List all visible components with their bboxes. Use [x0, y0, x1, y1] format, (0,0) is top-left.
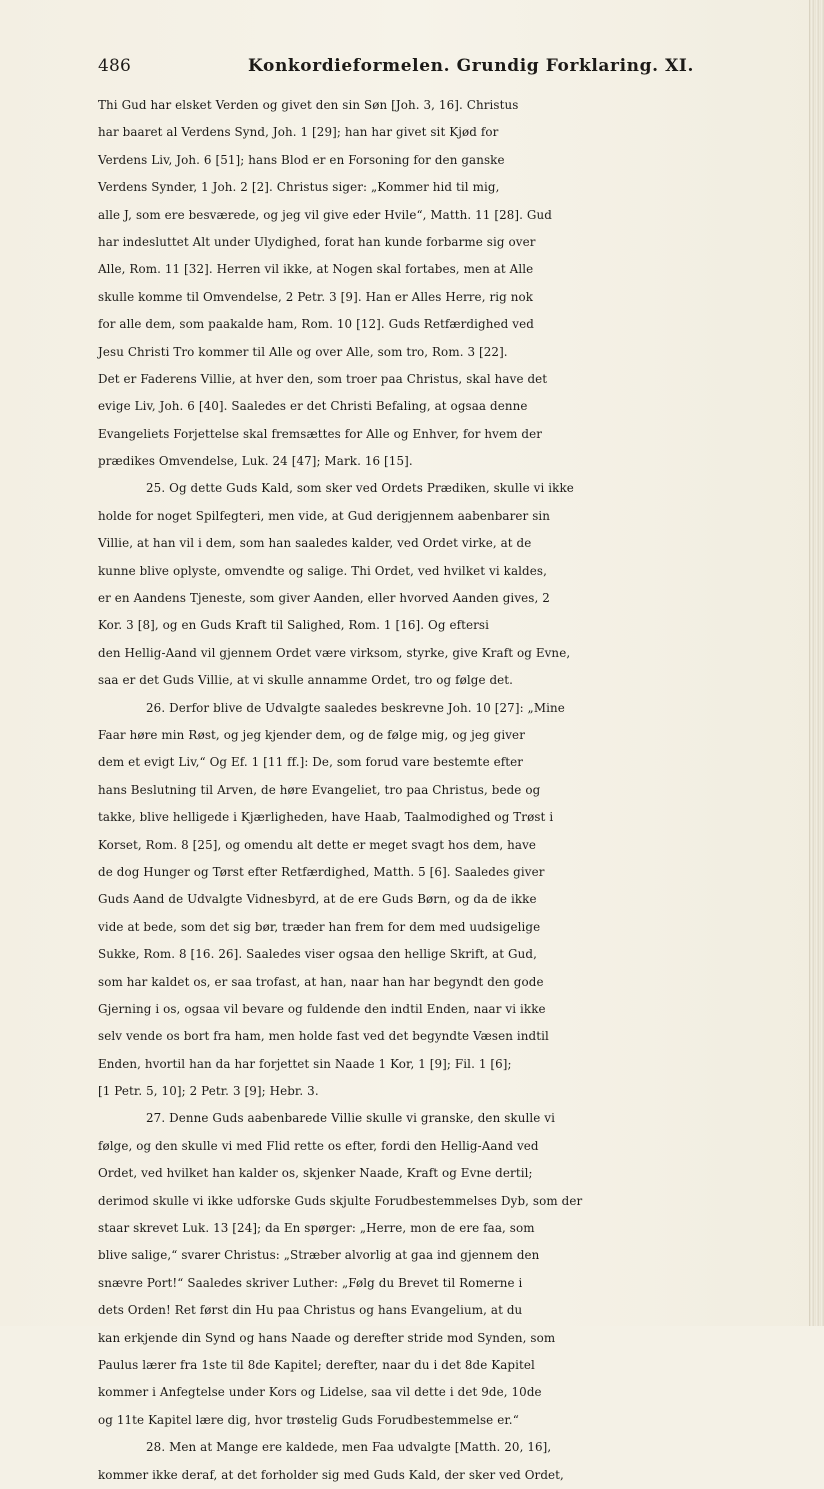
text-line: Ordet, ved hvilket han kalder os, skjenker Naade, Kraft og Evne dertil;	[98, 1166, 533, 1181]
text-line: Verdens Liv, Joh. 6 [51]; hans Blod er en Forsoning for den ganske	[98, 152, 505, 167]
text-line: prædikes Omvendelse, Luk. 24 [47]; Mark. 16 [15].	[98, 454, 413, 469]
text-line: kommer i Anfegtelse under Kors og Lidelse, saa vil dette i det 9de, 10de	[98, 1385, 542, 1400]
running-header	[98, 52, 758, 82]
text-line: hans Beslutning til Arven, de høre Evangeliet, tro paa Christus, bede og	[98, 782, 541, 797]
text-line: Guds Aand de Udvalgte Vidnesbyrd, at de ere Guds Børn, og da de ikke	[98, 892, 537, 907]
page-edge	[809, 0, 824, 1326]
text-line: den Hellig-Aand vil gjennem Ordet være virksom, styrke, give Kraft og Evne,	[98, 645, 571, 660]
text-line: Korset, Rom. 8 [25], og omendu alt dette er meget svagt hos dem, have	[98, 837, 537, 852]
text-line: selv vende os bort fra ham, men holde fast ved det begyndte Væsen indtil	[98, 1029, 549, 1044]
text-line: kunne blive oplyste, omvendte og salige. Thi Ordet, ved hvilket vi kaldes,	[98, 563, 547, 578]
text-line: Enden, hvortil han da har forjettet sin Naade 1 Kor, 1 [9]; Fil. 1 [6];	[98, 1056, 512, 1071]
paragraph-start-line: 25. Og dette Guds Kald, som sker ved Ordets Prædiken, skulle vi ikke	[146, 481, 574, 496]
text-line: vide at bede, som det sig bør, træder han frem for dem med uudsigelige	[98, 919, 541, 934]
paragraph-start-line: 28. Men at Mange ere kaldede, men Faa udvalgte [Matth. 20, 16],	[146, 1440, 552, 1455]
text-line: Kor. 3 [8], og en Guds Kraft til Salighed, Rom. 1 [16]. Og eftersi	[98, 618, 490, 633]
running-title: Konkordieformelen. Grundig Forklaring. XI.	[248, 56, 695, 76]
page-number: 486	[98, 56, 132, 76]
text-line: har baaret al Verdens Synd, Joh. 1 [29]; han har givet sit Kjød for	[98, 125, 499, 140]
text-line: Verdens Synder, 1 Joh. 2 [2]. Christus siger: „Kommer hid til mig,	[98, 180, 500, 195]
text-line: og 11te Kapitel lære dig, hvor trøstelig Guds Forudbestemmelse er.“	[98, 1412, 519, 1427]
text-line: Jesu Christi Tro kommer til Alle og over Alle, som tro, Rom. 3 [22].	[98, 344, 508, 359]
text-line: kan erkjende din Synd og hans Naade og derefter stride mod Synden, som	[98, 1330, 556, 1345]
text-line: Gjerning i os, ogsaa vil bevare og fuldende den indtil Enden, naar vi ikke	[98, 1001, 546, 1016]
text-line: skulle komme til Omvendelse, 2 Petr. 3 [9]. Han er Alles Herre, rig nok	[98, 289, 534, 304]
text-line: saa er det Guds Villie, at vi skulle annamme Ordet, tro og følge det.	[98, 673, 514, 688]
paragraph-start-line: 27. Denne Guds aabenbarede Villie skulle vi granske, den skulle vi	[146, 1111, 556, 1126]
text-line: holde for noget Spilfegteri, men vide, at Gud derigjennem aabenbarer sin	[98, 508, 551, 523]
text-line: staar skrevet Luk. 13 [24]; da En spørger: „Herre, mon de ere faa, som	[98, 1221, 535, 1236]
text-line: takke, blive helligede i Kjærligheden, have Haab, Taalmodighed og Trøst i	[98, 810, 554, 825]
text-line: de dog Hunger og Tørst efter Retfærdighed, Matth. 5 [6]. Saaledes giver	[98, 864, 545, 879]
text-line: for alle dem, som paakalde ham, Rom. 10 [12]. Guds Retfærdighed ved	[98, 317, 534, 332]
text-line: dem et evigt Liv,“ Og Ef. 1 [11 ff.]: De, som forud vare bestemte efter	[98, 755, 524, 770]
text-line: Sukke, Rom. 8 [16. 26]. Saaledes viser ogsaa den hellige Skrift, at Gud,	[98, 947, 537, 962]
text-line: snævre Port!“ Saaledes skriver Luther: „Følg du Brevet til Romerne i	[98, 1275, 523, 1290]
text-line: følge, og den skulle vi med Flid rette os efter, fordi den Hellig-Aand ved	[98, 1138, 539, 1153]
text-line: Villie, at han vil i dem, som han saaledes kalder, ved Ordet virke, at de	[98, 536, 532, 551]
body-text	[98, 92, 788, 1489]
text-line: dets Orden! Ret først din Hu paa Christus og hans Evangelium, at du	[98, 1303, 523, 1318]
text-line: alle J, som ere besværede, og jeg vil give eder Hvile“, Matth. 11 [28]. Gud	[98, 207, 552, 222]
text-line: Alle, Rom. 11 [32]. Herren vil ikke, at Nogen skal fortabes, men at Alle	[98, 262, 534, 277]
text-line: [1 Petr. 5, 10]; 2 Petr. 3 [9]; Hebr. 3.	[98, 1084, 319, 1099]
text-line: blive salige,“ svarer Christus: „Stræber alvorlig at gaa ind gjennem den	[98, 1248, 540, 1263]
text-line: Det er Faderens Villie, at hver den, som troer paa Christus, skal have det	[98, 371, 548, 386]
text-line: har indesluttet Alt under Ulydighed, forat han kunde forbarme sig over	[98, 234, 536, 249]
paragraph-start-line: 26. Derfor blive de Udvalgte saaledes beskrevne Joh. 10 [27]: „Mine	[146, 700, 565, 715]
text-line: derimod skulle vi ikke udforske Guds skjulte Forudbestemmelses Dyb, som der	[98, 1193, 583, 1208]
text-line: Thi Gud har elsket Verden og givet den sin Søn [Joh. 3, 16]. Christus	[98, 98, 519, 112]
text-line: som har kaldet os, er saa trofast, at han, naar han har begyndt den gode	[98, 974, 544, 989]
text-line: Paulus lærer fra 1ste til 8de Kapitel; derefter, naar du i det 8de Kapitel	[98, 1357, 535, 1372]
text-line: Evangeliets Forjettelse skal fremsættes for Alle og Enhver, for hvem der	[98, 426, 542, 441]
text-line: er en Aandens Tjeneste, som giver Aanden, eller hvorved Aanden gives, 2	[98, 591, 550, 606]
text-line: kommer ikke deraf, at det forholder sig med Guds Kald, der sker ved Ordet,	[98, 1467, 564, 1482]
text-line: Faar høre min Røst, og jeg kjender dem, og de følge mig, og jeg giver	[98, 727, 525, 742]
text-line: evige Liv, Joh. 6 [40]. Saaledes er det Christi Befaling, at ogsaa denne	[98, 399, 528, 414]
